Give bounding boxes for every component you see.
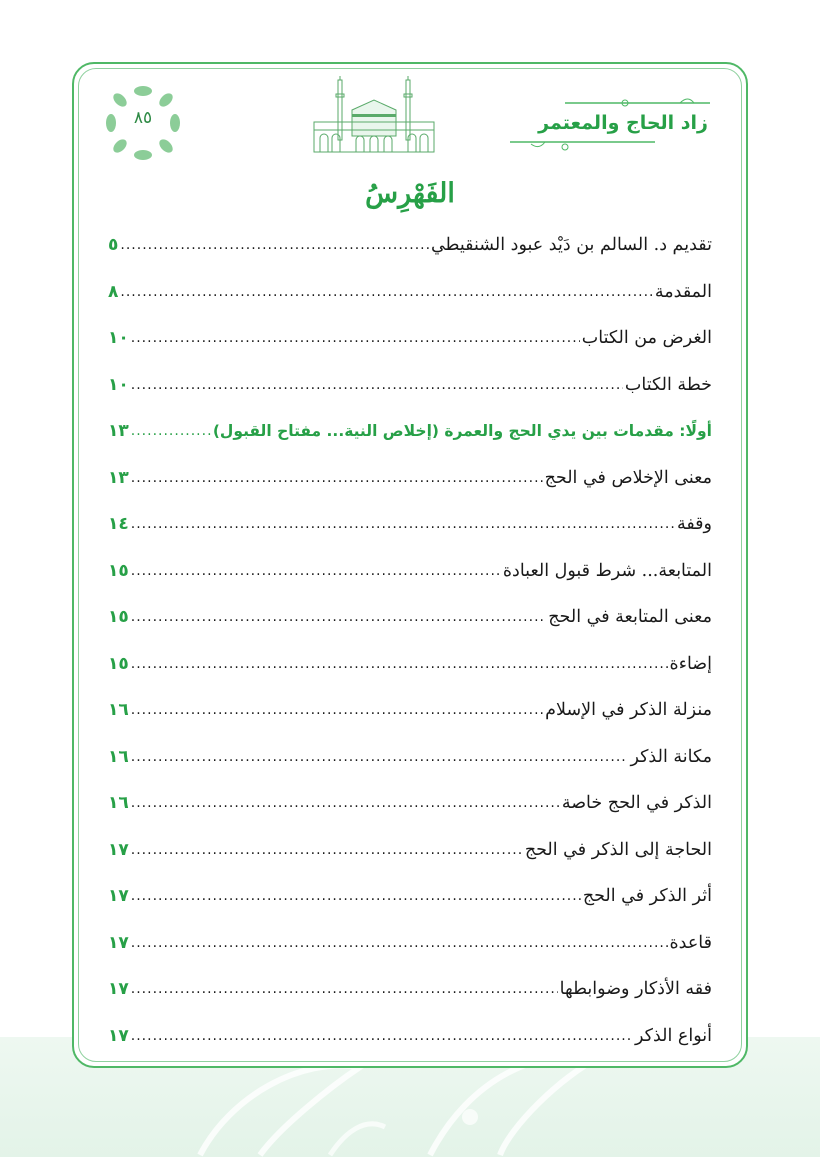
toc-entry-page: ٨ (108, 281, 119, 302)
toc-entry-label: المتابعة... شرط قبول العبادة (502, 560, 712, 581)
toc-dot-leader (131, 516, 675, 532)
toc-dot-leader (131, 842, 523, 858)
toc-entry-page: ١٣ (108, 467, 129, 488)
toc-list (108, 222, 712, 1059)
toc-dot-leader (131, 609, 547, 625)
toc-dot-leader (131, 702, 543, 718)
toc-entry-label: الحاجة إلى الذكر في الحج (524, 839, 712, 860)
toc-entry-page: ١٥ (108, 560, 129, 581)
toc-dot-leader (131, 795, 560, 811)
toc-entry-page: ١٧ (108, 886, 129, 907)
toc-entry-page: ١٧ (108, 932, 129, 953)
toc-dot-leader (120, 284, 653, 300)
toc-dot-leader (131, 563, 501, 579)
toc-entry-label: أثر الذكر في الحج (582, 886, 712, 907)
toc-entry-label: قاعدة (669, 932, 712, 953)
toc-entry[interactable] (108, 827, 712, 874)
toc-entry-label: الذكر في الحج خاصة (561, 793, 712, 814)
toc-entry-label: الغرض من الكتاب (581, 328, 712, 349)
toc-entry-page: ١٤ (108, 514, 129, 535)
toc-entry[interactable] (108, 966, 712, 1013)
toc-entry-label: فقه الأذكار وضوابطها (559, 979, 712, 1000)
toc-dot-leader (131, 981, 558, 997)
toc-entry[interactable] (108, 362, 712, 409)
toc-entry-label: منزلة الذكر في الإسلام (545, 700, 712, 721)
toc-entry-label: إضاءة (669, 653, 712, 674)
toc-entry[interactable] (108, 222, 712, 269)
toc-dot-leader (131, 470, 543, 486)
toc-entry[interactable] (108, 455, 712, 502)
toc-entry[interactable] (108, 641, 712, 688)
toc-entry-label: أولًا: مقدمات بين يدي الحج والعمرة (إخلاص النية... مفتاح القبول) (212, 422, 712, 441)
toc-entry[interactable] (108, 408, 712, 455)
toc-dot-leader (131, 656, 668, 672)
toc-entry-page: ١٠ (108, 328, 129, 349)
toc-dot-leader (131, 423, 211, 439)
toc-dot-leader (131, 749, 629, 765)
toc-entry[interactable] (108, 594, 712, 641)
toc-entry-label: معنى المتابعة في الحج (548, 607, 712, 628)
toc-entry-label: خطة الكتاب (624, 374, 712, 395)
toc-dot-leader (131, 1028, 633, 1044)
toc-entry[interactable] (108, 501, 712, 548)
toc-entry-page: ١٥ (108, 607, 129, 628)
toc-entry-label: معنى الإخلاص في الحج (544, 467, 712, 488)
toc-entry-page: ١٣ (108, 421, 129, 442)
toc-entry[interactable] (108, 734, 712, 781)
toc-entry[interactable] (108, 269, 712, 316)
toc-dot-leader (131, 888, 581, 904)
toc-entry-page: ١٦ (108, 746, 129, 767)
toc-entry[interactable] (108, 1013, 712, 1060)
toc-entry[interactable] (108, 315, 712, 362)
toc-entry-label: المقدمة (654, 281, 712, 302)
toc-entry-page: ١٠ (108, 374, 129, 395)
toc-heading: الفَهْرِسُ (365, 178, 455, 209)
kaaba-mosque-icon (312, 76, 436, 156)
toc-entry-label: مكانة الذكر (630, 746, 712, 767)
toc-entry-page: ١٥ (108, 653, 129, 674)
toc-dot-leader (131, 330, 580, 346)
toc-entry-page: ١٧ (108, 1025, 129, 1046)
toc-entry[interactable] (108, 548, 712, 595)
toc-entry[interactable] (108, 687, 712, 734)
toc-entry-page: ١٧ (108, 839, 129, 860)
toc-entry[interactable] (108, 780, 712, 827)
toc-entry-label: وقفة (676, 514, 712, 535)
page-number: ٨٥ (133, 108, 153, 128)
toc-entry-page: ١٦ (108, 793, 129, 814)
toc-dot-leader (131, 377, 623, 393)
toc-entry-label: تقديم د. السالم بن دَيْد عبود الشنقيطي (430, 235, 712, 256)
toc-entry-page: ١٦ (108, 700, 129, 721)
toc-dot-leader (120, 237, 429, 253)
toc-entry[interactable] (108, 920, 712, 967)
toc-dot-leader (131, 935, 668, 951)
toc-entry-label: أنواع الذكر (634, 1025, 712, 1046)
book-title: زاد الحاج والمعتمر (538, 112, 708, 134)
toc-entry[interactable] (108, 873, 712, 920)
toc-entry-page: ١٧ (108, 979, 129, 1000)
toc-entry-page: ٥ (108, 235, 119, 256)
